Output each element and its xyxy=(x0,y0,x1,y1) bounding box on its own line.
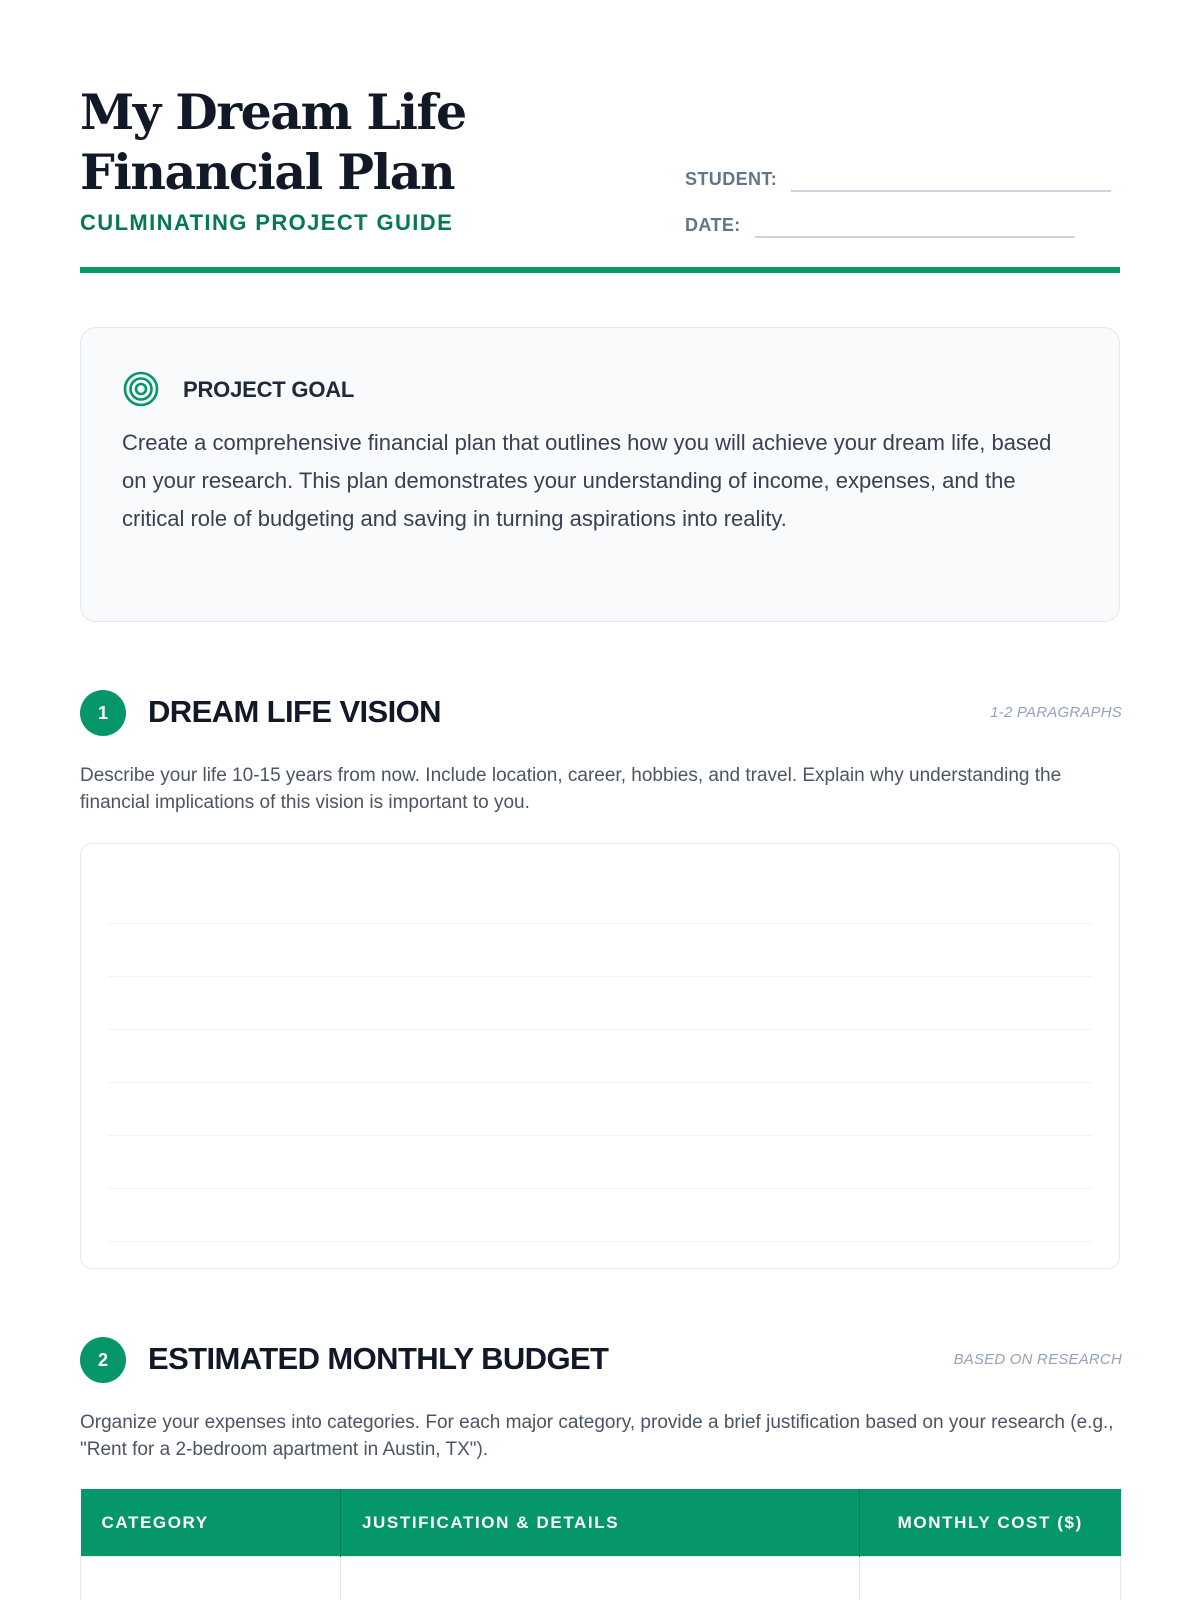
target-icon xyxy=(123,371,159,407)
writing-line xyxy=(108,976,1092,977)
header-divider xyxy=(80,267,1120,273)
writing-line xyxy=(108,1082,1092,1083)
table-header-row xyxy=(81,1489,1121,1557)
student-field xyxy=(685,164,1111,190)
justification-cell[interactable] xyxy=(341,1557,860,1600)
project-goal-heading: PROJECT GOAL xyxy=(183,377,355,402)
page-title: My Dream Life Financial Plan xyxy=(80,83,466,201)
project-goal-card xyxy=(80,327,1120,622)
section-2-hint: BASED ON RESEARCH xyxy=(953,1351,1122,1368)
section-2-title: ESTIMATED MONTHLY BUDGET xyxy=(148,1341,609,1376)
writing-line xyxy=(108,923,1092,924)
date-label: DATE: xyxy=(685,215,741,235)
section-2-description: Organize your expenses into categories. For each major category, provide a brief justification based on your research (e.g., "Rent for a 2-bedroom apartment in Austin, TX"). xyxy=(80,1412,1114,1460)
section-1-number-badge: 1 xyxy=(80,690,126,736)
section-1-hint: 1-2 PARAGRAPHS xyxy=(990,704,1122,721)
worksheet-page xyxy=(80,0,1120,1600)
column-header-category: CATEGORY xyxy=(81,1489,341,1557)
writing-line xyxy=(108,1241,1092,1242)
monthly-cost-cell[interactable] xyxy=(860,1557,1121,1600)
table-row xyxy=(81,1557,1121,1600)
project-goal-text: Create a comprehensive financial plan that outlines how you will achieve your dream life, based on your research. This plan demonstrates your understanding of income, expenses, and the critical role of budgeting and saving in turning aspirations into reality. xyxy=(122,430,1052,531)
category-cell[interactable] xyxy=(81,1557,341,1600)
section-1-title: DREAM LIFE VISION xyxy=(148,694,441,729)
dream-life-vision-answer-area[interactable] xyxy=(80,843,1120,1269)
date-field xyxy=(685,210,1075,236)
writing-line xyxy=(108,1135,1092,1136)
page-subtitle: CULMINATING PROJECT GUIDE xyxy=(80,210,454,235)
date-input-line[interactable] xyxy=(755,236,1075,238)
section-2-number-badge: 2 xyxy=(80,1337,126,1383)
writing-line xyxy=(108,1188,1092,1189)
column-header-justification: JUSTIFICATION & DETAILS xyxy=(341,1489,860,1557)
student-input-line[interactable] xyxy=(791,190,1111,192)
student-label: STUDENT: xyxy=(685,169,778,189)
monthly-budget-table xyxy=(80,1489,1121,1600)
column-header-monthly-cost: MONTHLY COST ($) xyxy=(860,1489,1121,1557)
section-1-description: Describe your life 10-15 years from now. Include location, career, hobbies, and travel. Explain why understanding the financial implications of this vision is important to you. xyxy=(80,765,1062,813)
writing-line xyxy=(108,1029,1092,1030)
